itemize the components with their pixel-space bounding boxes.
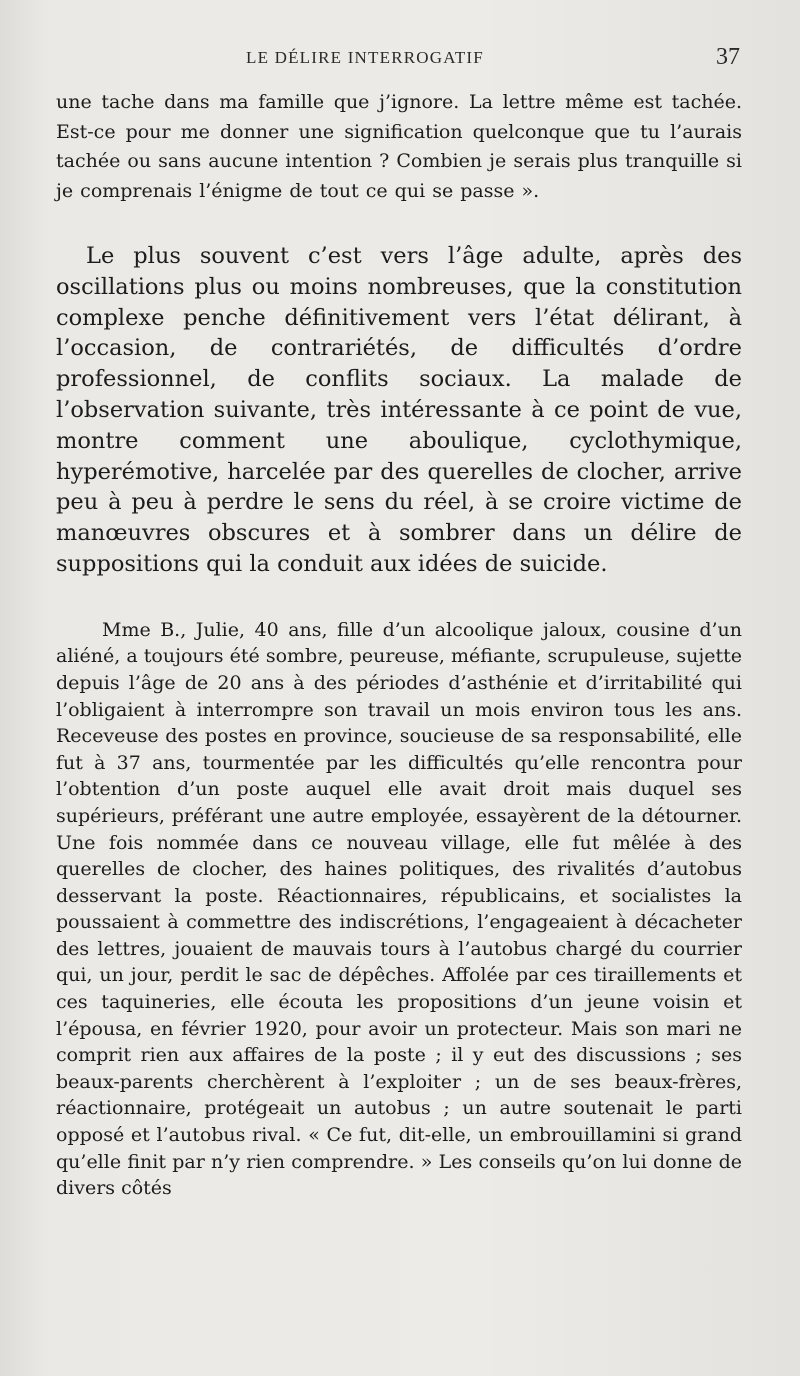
paragraph-observation: Mme B., Julie, 40 ans, fille d’un alcoolique jaloux, cousine d’un aliéné, a toujours été sombre, peureuse, méfiante, scrupuleuse, sujette depuis l’âge de 20 ans à des périodes d’asthénie et d’irritabilité qui l’obligaient à interrompre son travail un mois environ tous les ans. Receveuse des postes en province, soucieuse de sa responsabilité, elle fut à 37 ans, tourmentée par les difficultés qu’elle rencontra pour l’obtention d’un poste auquel elle avait droit mais duquel ses supérieurs, préférant une autre employée, essayèrent de la détourner. Une fois nommée dans ce nouveau village, elle fut mêlée à des querelles de clocher, des haines politiques, des rivalités d’autobus desservant la poste. Réactionnaires, républicains, et socialistes la poussaient à commettre des indiscrétions, l’engageaient à décacheter des lettres, jouaient de mauvais tours à l’autobus chargé du courrier qui, un jour, perdit le sac de dépêches. Affolée par ces tiraillements et ces taquineries, elle écouta les propositions d’un jeune voisin et l’épousa, en février 1920, pour avoir un protecteur. Mais son mari ne comprit rien aux affaires de la poste ; il y eut des discussions ; ses beaux-parents cherchèrent à l’exploiter ; un de ses beaux-frères, réactionnaire, protégeait un autobus ; un autre soutenait le parti opposé et l’autobus rival. « Ce fut, dit-elle, un embrouillamini si grand qu’elle finit par n’y rien comprendre. » Les conseils qu’on lui donne de divers côtés — [56, 618, 742, 1200]
page-number: 37 — [716, 44, 740, 70]
page-header — [56, 44, 744, 74]
paragraph-discussion: Le plus souvent c’est vers l’âge adulte, après des oscillations plus ou moins nombreuses, que la constitution complexe penche définitivement vers l’état délirant, à l’occasion, de contrariétés, de difficultés d’ordre professionnel, de conflits sociaux. La malade de l’observation suivante, très intéressante à ce point de vue, montre comment une aboulique, cyclothymique, hyperémotive, harcelée par des querelles de clocher, arrive peu à peu à perdre le sens du réel, à se croire victime de manœuvres obscures et à sombrer dans un délire de suppositions qui la conduit aux idées de suicide. — [56, 243, 742, 577]
paragraph-quote-continuation: une tache dans ma famille que j’ignore. La lettre même est tachée. Est-ce pour me donner une signification quelconque que tu l’aurais tachée ou sans aucune intention ? Combien je serais plus tranquille si je comprenais l’énigme de tout ce qui se passe ». — [56, 91, 742, 202]
body-text — [56, 88, 742, 1202]
running-title: LE DÉLIRE INTERROGATIF — [246, 48, 484, 67]
